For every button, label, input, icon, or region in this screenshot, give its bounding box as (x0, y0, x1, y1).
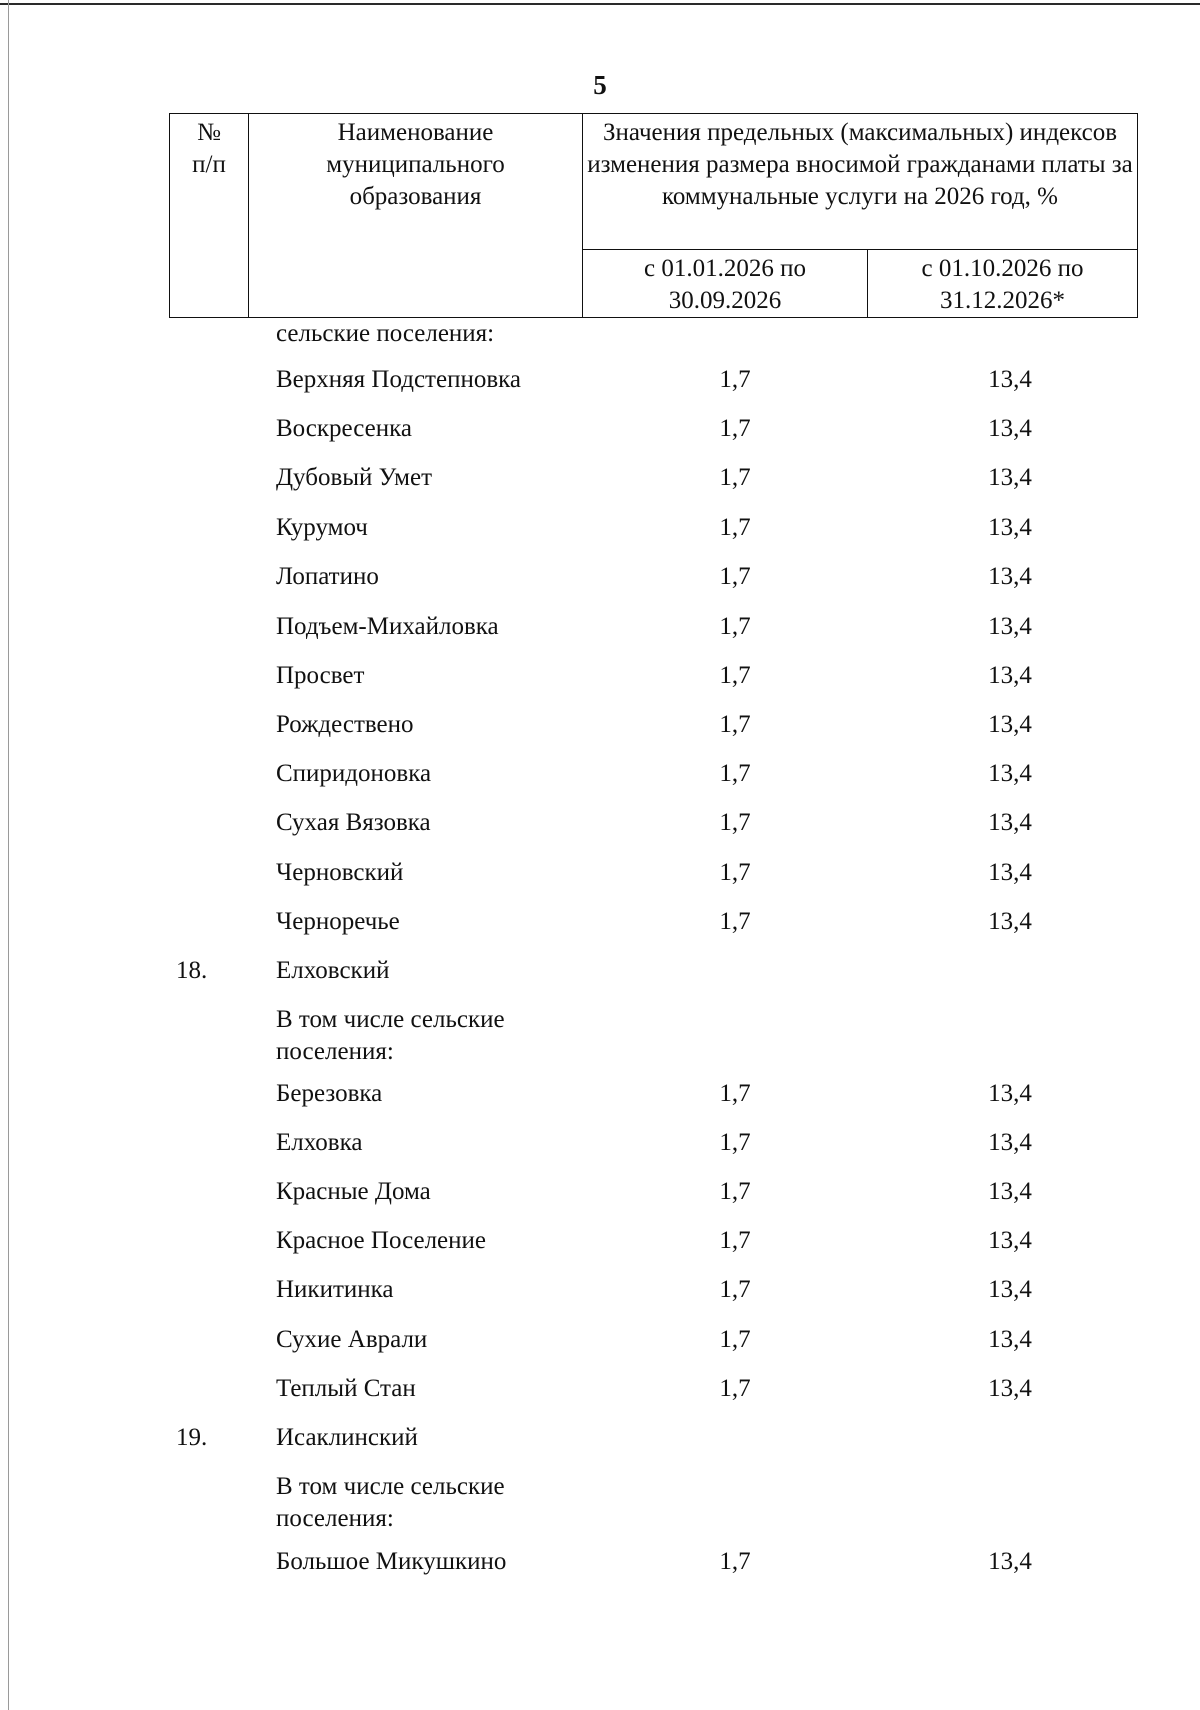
row-number: 18. (176, 957, 208, 984)
header-col-period2-text: с 01.10.2026 по 31.12.2026* (921, 255, 1084, 314)
row-value-period1: 1,7 (719, 1375, 751, 1402)
row-value-period1: 1,7 (719, 563, 751, 590)
row-name: В том числе сельские (276, 1006, 505, 1033)
header-col-values-text: Значения предельных (максимальных) индексов изменения размера вносимой гражданами платы за коммунальные услуги на 2026 год, % (587, 119, 1133, 210)
row-value-period2: 13,4 (988, 1375, 1032, 1402)
row-value-period2: 13,4 (988, 711, 1032, 738)
row-value-period1: 1,7 (719, 514, 751, 541)
header-col-num-text: № п/п (192, 119, 226, 178)
row-name: Рождествено (276, 711, 414, 738)
row-name: Теплый Стан (276, 1375, 416, 1402)
row-name: Красное Поселение (276, 1227, 486, 1254)
row-value-period2: 13,4 (988, 514, 1032, 541)
row-name: Лопатино (276, 563, 379, 590)
row-name: Черновский (276, 859, 404, 886)
row-value-period1: 1,7 (719, 415, 751, 442)
row-name: Верхняя Подстепновка (276, 366, 521, 393)
row-value-period2: 13,4 (988, 563, 1032, 590)
row-value-period1: 1,7 (719, 859, 751, 886)
row-value-period1: 1,7 (719, 809, 751, 836)
row-number: 19. (176, 1424, 208, 1451)
row-name: Просвет (276, 662, 365, 689)
row-value-period1: 1,7 (719, 613, 751, 640)
row-name: Сухие Аврали (276, 1326, 428, 1353)
row-value-period2: 13,4 (988, 1178, 1032, 1205)
row-value-period1: 1,7 (719, 1227, 751, 1254)
row-value-period2: 13,4 (988, 1276, 1032, 1303)
row-value-period2: 13,4 (988, 1326, 1032, 1353)
row-value-period2: 13,4 (988, 1227, 1032, 1254)
row-name: Курумоч (276, 514, 368, 541)
row-value-period2: 13,4 (988, 464, 1032, 491)
row-value-period1: 1,7 (719, 908, 751, 935)
row-value-period2: 13,4 (988, 1548, 1032, 1575)
row-name: поселения: (276, 1038, 394, 1065)
row-name: Большое Микушкино (276, 1548, 507, 1575)
page-number: 5 (593, 70, 607, 100)
row-value-period1: 1,7 (719, 760, 751, 787)
row-name: Воскресенка (276, 415, 412, 442)
row-value-period2: 13,4 (988, 809, 1032, 836)
row-name: Исаклинский (276, 1424, 418, 1451)
header-col-name-text: Наименование муниципального образования (326, 119, 505, 210)
row-value-period1: 1,7 (719, 1080, 751, 1107)
row-value-period1: 1,7 (719, 366, 751, 393)
row-name: Спиридоновка (276, 760, 432, 787)
row-name: Дубовый Умет (276, 464, 433, 491)
row-value-period2: 13,4 (988, 908, 1032, 935)
row-name: Сухая Вязовка (276, 809, 431, 836)
row-value-period2: 13,4 (988, 662, 1032, 689)
header-col-period1-text: с 01.01.2026 по 30.09.2026 (644, 255, 806, 314)
row-name: Елховский (276, 957, 390, 984)
row-value-period2: 13,4 (988, 760, 1032, 787)
row-value-period1: 1,7 (719, 711, 751, 738)
row-name: Никитинка (276, 1276, 394, 1303)
row-value-period2: 13,4 (988, 366, 1032, 393)
row-value-period2: 13,4 (988, 859, 1032, 886)
row-value-period1: 1,7 (719, 1178, 751, 1205)
row-name: сельские поселения: (276, 320, 495, 347)
row-name: Черноречье (276, 908, 400, 935)
row-name: Березовка (276, 1080, 383, 1107)
row-value-period1: 1,7 (719, 464, 751, 491)
row-name: Красные Дома (276, 1178, 431, 1205)
row-name: Елховка (276, 1129, 363, 1156)
row-name: Подъем-Михайловка (276, 613, 499, 640)
row-value-period1: 1,7 (719, 1548, 751, 1575)
row-value-period2: 13,4 (988, 613, 1032, 640)
row-value-period1: 1,7 (719, 662, 751, 689)
row-value-period2: 13,4 (988, 1080, 1032, 1107)
row-value-period2: 13,4 (988, 1129, 1032, 1156)
row-value-period2: 13,4 (988, 415, 1032, 442)
row-value-period1: 1,7 (719, 1326, 751, 1353)
row-value-period1: 1,7 (719, 1129, 751, 1156)
row-name: В том числе сельские (276, 1473, 505, 1500)
row-value-period1: 1,7 (719, 1276, 751, 1303)
row-name: поселения: (276, 1505, 394, 1532)
